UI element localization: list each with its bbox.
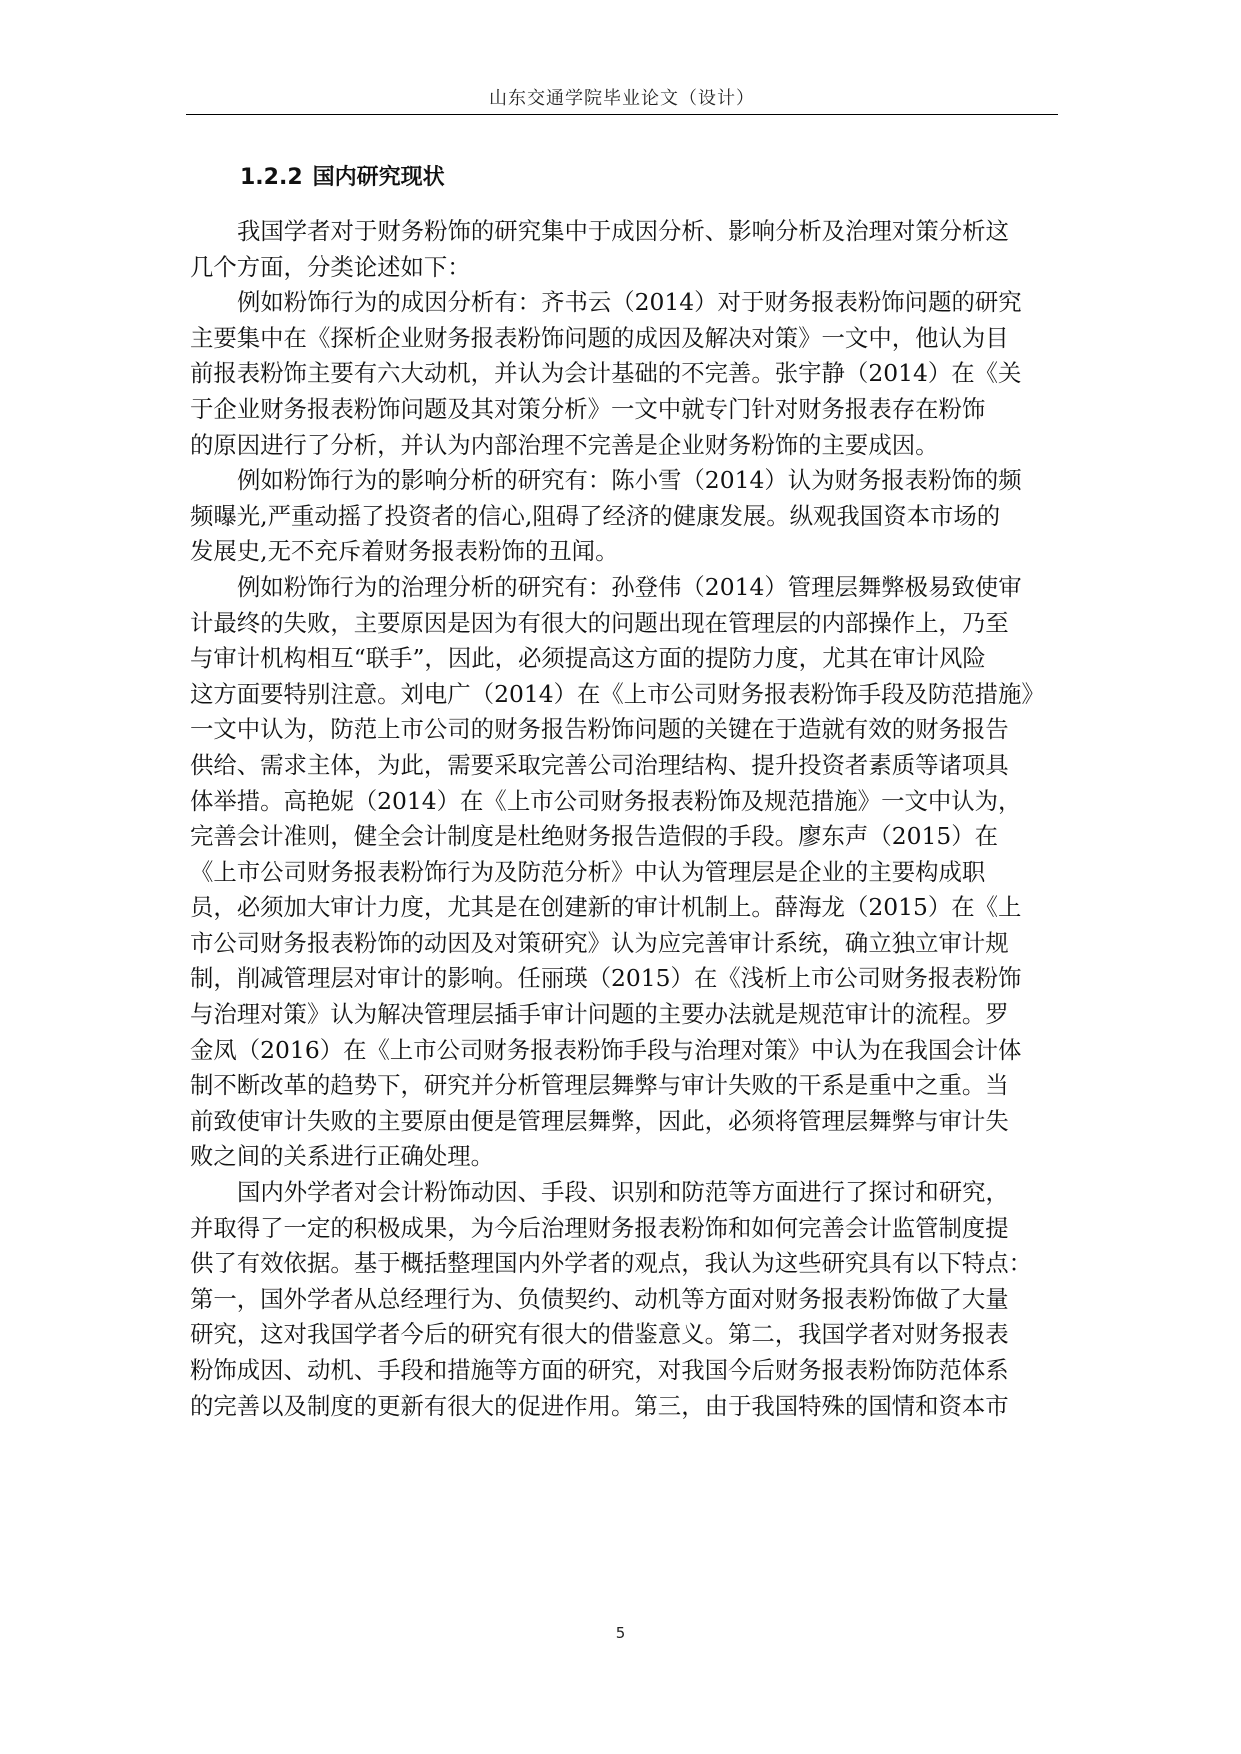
text-line: 与审计机构相互“联手”，因此，必须提高这方面的提防力度，尤其在审计风险 [190,644,986,673]
text-line: 员，必须加大审计力度，尤其是在创建新的审计机制上。薛海龙（2015）在《上 [190,893,1022,922]
text-line: 与治理对策》认为解决管理层插手审计问题的主要办法就是规范审计的流程。罗 [190,1000,1009,1029]
section-number: 1.2.2 [240,165,303,190]
text-line: 例如粉饰行为的治理分析的研究有：孙登伟（2014）管理层舞弊极易致使审 [237,572,1022,601]
text-line: 完善会计准则，健全会计制度是杜绝财务报告造假的手段。廖东声（2015）在 [190,822,999,851]
section-title: 国内研究现状 [312,165,445,190]
text-line: 例如粉饰行为的影响分析的研究有：陈小雪（2014）认为财务报表粉饰的频 [237,466,1022,495]
running-header: 山东交通学院毕业论文（设计） [489,88,755,109]
text-line: 前报表粉饰主要有六大动机，并认为会计基础的不完善。张宇静（2014）在《关 [190,359,1022,388]
text-line: 金凤（2016）在《上市公司财务报表粉饰手段与治理对策》中认为在我国会计体 [190,1035,1022,1064]
text-line: 主要集中在《探析企业财务报表粉饰问题的成因及解决对策》一文中，他认为目 [190,323,1009,352]
text-line: 我国学者对于财务粉饰的研究集中于成因分析、影响分析及治理对策分析这 [237,217,1009,245]
text-line: 并取得了一定的积极成果，为今后治理财务报表粉饰和如何完善会计监管制度提 [190,1213,1009,1242]
text-line: 体举措。高艳妮（2014）在《上市公司财务报表粉饰及规范措施》一文中认为， [190,786,1022,815]
text-line: 供了有效依据。基于概括整理国内外学者的观点，我认为这些研究具有以下特点： [190,1249,1033,1278]
text-line: 这方面要特别注意。刘电广（2014）在《上市公司财务报表粉饰手段及防范措施》 [190,679,1045,708]
text-line: 频曝光,严重动摇了投资者的信心,阻碍了经济的健康发展。纵观我国资本市场的 [190,501,1001,530]
text-line: 于企业财务报表粉饰问题及其对策分析》一文中就专门针对财务报表存在粉饰 [190,394,986,423]
text-line: 发展史,无不充斥着财务报表粉饰的丑闻。 [190,537,619,566]
text-line: 研究，这对我国学者今后的研究有很大的借鉴意义。第二，我国学者对财务报表 [190,1320,1009,1349]
page-number: 5 [615,1624,626,1642]
body-text [190,214,1056,1424]
text-line: 前致使审计失败的主要原由便是管理层舞弊，因此，必须将管理层舞弊与审计失 [190,1106,1009,1135]
text-line: 例如粉饰行为的成因分析有：齐书云（2014）对于财务报表粉饰问题的研究 [237,288,1022,317]
text-line: 《上市公司财务报表粉饰行为及防范分析》中认为管理层是企业的主要构成职 [190,857,986,886]
text-line: 国内外学者对会计粉饰动因、手段、识别和防范等方面进行了探讨和研究， [237,1178,1009,1207]
text-line: 供给、需求主体，为此，需要采取完善公司治理结构、提升投资者素质等诸项具 [190,750,1009,779]
header-rule [186,114,1058,115]
text-line: 粉饰成因、动机、手段和措施等方面的研究，对我国今后财务报表粉饰防范体系 [190,1356,1009,1384]
text-line: 计最终的失败，主要原因是因为有很大的问题出现在管理层的内部操作上，乃至 [190,608,1009,637]
text-line: 第一，国外学者从总经理行为、负债契约、动机等方面对财务报表粉饰做了大量 [190,1284,1009,1313]
section-heading [240,160,445,191]
text-line: 一文中认为，防范上市公司的财务报告粉饰问题的关键在于造就有效的财务报告 [190,715,1009,744]
text-line: 的完善以及制度的更新有很大的促进作用。第三，由于我国特殊的国情和资本市 [190,1391,1009,1420]
text-line: 制不断改革的趋势下，研究并分析管理层舞弊与审计失败的干系是重中之重。当 [190,1071,1009,1100]
text-line: 几个方面，分类论述如下： [190,252,471,281]
text-line: 市公司财务报表粉饰的动因及对策研究》认为应完善审计系统，确立独立审计规 [190,928,1009,957]
text-line: 的原因进行了分析，并认为内部治理不完善是企业财务粉饰的主要成因。 [190,430,939,459]
text-line: 制，削减管理层对审计的影响。任丽瑛（2015）在《浅析上市公司财务报表粉饰 [190,964,1022,993]
text-line: 败之间的关系进行正确处理。 [190,1142,495,1171]
